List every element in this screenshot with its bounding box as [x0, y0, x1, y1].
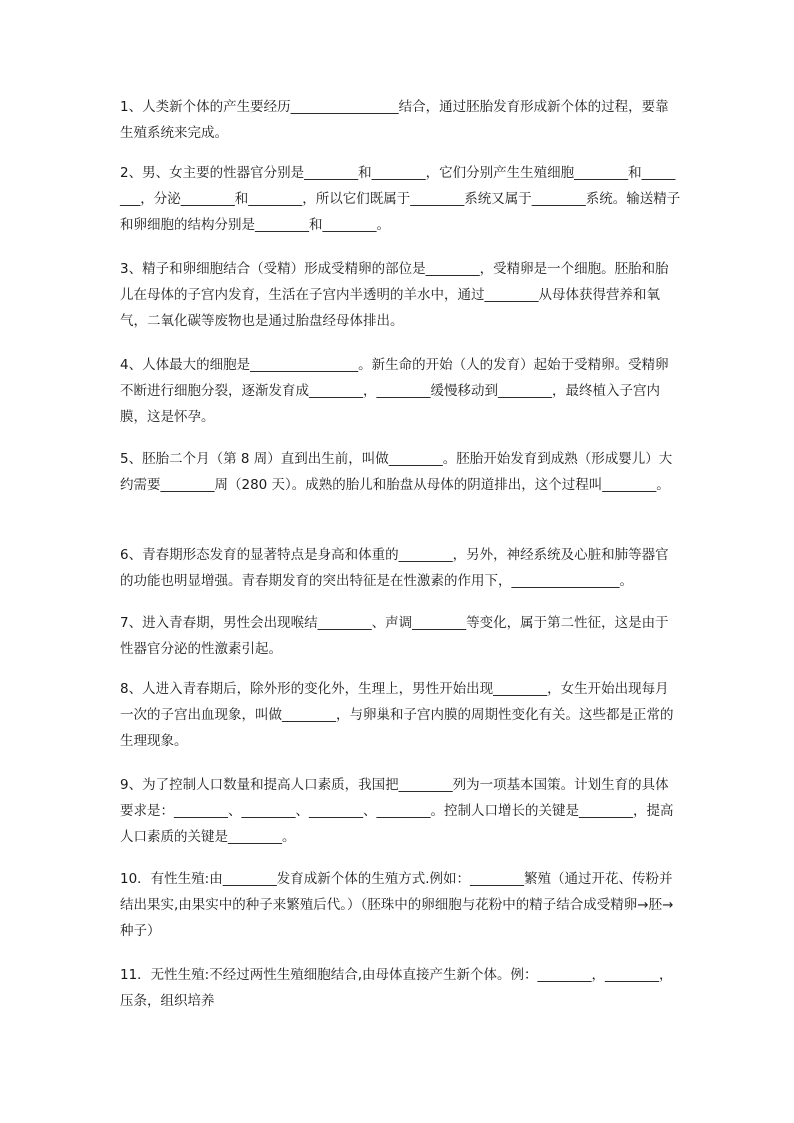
question-3: 3、精子和卵细胞结合（受精）形成受精卵的部位是________，受精卵是一个细胞。胚胎和胎儿在母体的子宫内发育，生活在子宫内半透明的羊水中，通过________从母体获得营养和氧气，二氧化碳等废物也是通过胎盘经母体排出。 — [120, 261, 669, 329]
question-11: 11．无性生殖:不经过两性生殖细胞结合,由母体直接产生新个体。例：________，________，压条，组织培养 — [120, 967, 673, 1009]
question-4: 4、人体最大的细胞是________________。新生命的开始（人的发育）起始于受精卵。受精卵不断进行细胞分裂，逐渐发育成________，________缓慢移动到________，最终植入子宫内膜，这是怀孕。 — [120, 357, 669, 425]
question-9: 9、为了控制人口数量和提高人口素质，我国把________列为一项基本国策。计划生育的具体要求是：________、________、________、________。控制人口增长的关键是________，提高人口素质的关键是________。 — [120, 777, 674, 845]
question-1: 1、人类新个体的产生要经历________________结合，通过胚胎发育形成新个体的过程，要靠生殖系统来完成。 — [120, 99, 669, 141]
question-7: 7、进入青春期，男性会出现喉结________、声调________等变化，属于第二性征，这是由于性器官分泌的性激素引起。 — [120, 615, 669, 657]
question-10: 10．有性生殖:由________发育成新个体的生殖方式.例如：________繁殖（通过开花、传粉并结出果实,由果实中的种子来繁殖后代。）（胚珠中的卵细胞与花粉中的精子结合成受精卵→胚→种子） — [120, 871, 674, 939]
question-6: 6、青春期形态发育的显著特点是身高和体重的________，另外，神经系统及心脏和肺等器官的功能也明显增强。青春期发育的突出特征是在性激素的作用下，________________。 — [120, 547, 669, 589]
question-5: 5、胚胎二个月（第 8 周）直到出生前，叫做________。胚胎开始发育到成熟（形成婴儿）大约需要________周（280 天）。成熟的胎儿和胎盘从母体的阴道排出，这个过程叫________。 — [120, 451, 673, 493]
question-8: 8、人进入青春期后，除外形的变化外，生理上，男性开始出现________，女生开始出现每月一次的子宫出血现象，叫做________，与卵巢和子宫内膜的周期性变化有关。这些都是正常的生理现象。 — [120, 681, 674, 749]
question-2: 2、男、女主要的性器官分别是________和________，它们分别产生生殖细胞________和________，分泌________和________，所以它们既属于________系统又属于________系统。输送精子和卵细胞的结构分别是________和________。 — [120, 165, 681, 233]
